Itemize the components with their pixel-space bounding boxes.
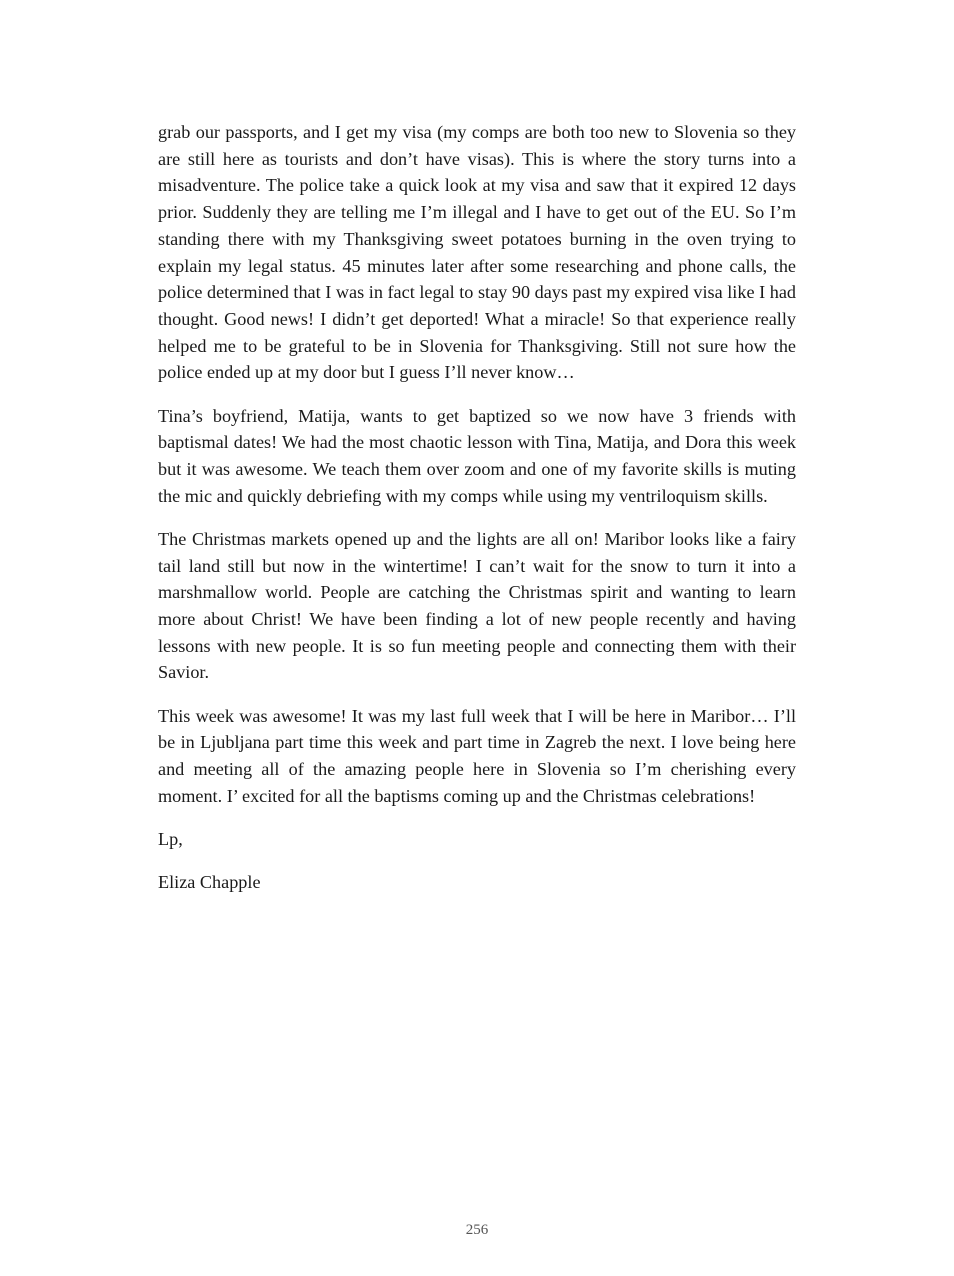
page-number: 256 bbox=[465, 1222, 489, 1238]
signature: Eliza Chapple bbox=[158, 872, 261, 893]
paragraph-visa-story: grab our passports, and I get my visa (my comps are both too new to Slovenia so they are still here as tourists and don’t have visas). This is where the story turns into a misadventure. The police take a quick look at my visa and saw that it expired 12 days prior. Suddenly they are telling me I’m illegal and I have to get out of the EU. So I’m standing there with my Thanksgiving sweet potatoes burning in the oven trying to explain my legal status. 45 minutes later after some researching and phone calls, the police determined that I was in fact legal to stay 90 days past my expired visa like I had thought. Good news! I didn’t get deported! What a miracle! So that experience really helped me to be grateful to be in Slovenia for Thanksgiving. Still not sure how the police ended up at my door but I guess I’ll never know… bbox=[158, 122, 796, 383]
paragraph-baptism-dates: Tina’s boyfriend, Matija, wants to get baptized so we now have 3 friends with baptismal dates! We had the most chaotic lesson with Tina, Matija, and Dora this week but it was awesome. We teach them over zoom and one of my favorite skills is muting the mic and quickly debriefing with my comps while using my ventriloquism skills. bbox=[158, 405, 796, 506]
closing-salutation: Lp, bbox=[158, 828, 183, 849]
paragraph-christmas-markets: The Christmas markets opened up and the lights are all on! Maribor looks like a fairy tail land still but now in the wintertime! I can’t wait for the snow to turn it into a marshmallow world. People are catching the Christmas spirit and wanting to learn more about Christ! We have been finding a lot of new people recently and having lessons with new people. It is so fun meeting people and connecting them with their Savior. bbox=[158, 528, 796, 683]
page-body bbox=[158, 119, 796, 912]
paragraph-week-summary: This week was awesome! It was my last full week that I will be here in Maribor… I’ll be in Ljubljana part time this week and part time in Zagreb the next. I love being here and meeting all of the amazing people here in Slovenia so I’m cherishing every moment. I’ excited for all the baptisms coming up and the Christmas celebrations! bbox=[158, 705, 796, 806]
